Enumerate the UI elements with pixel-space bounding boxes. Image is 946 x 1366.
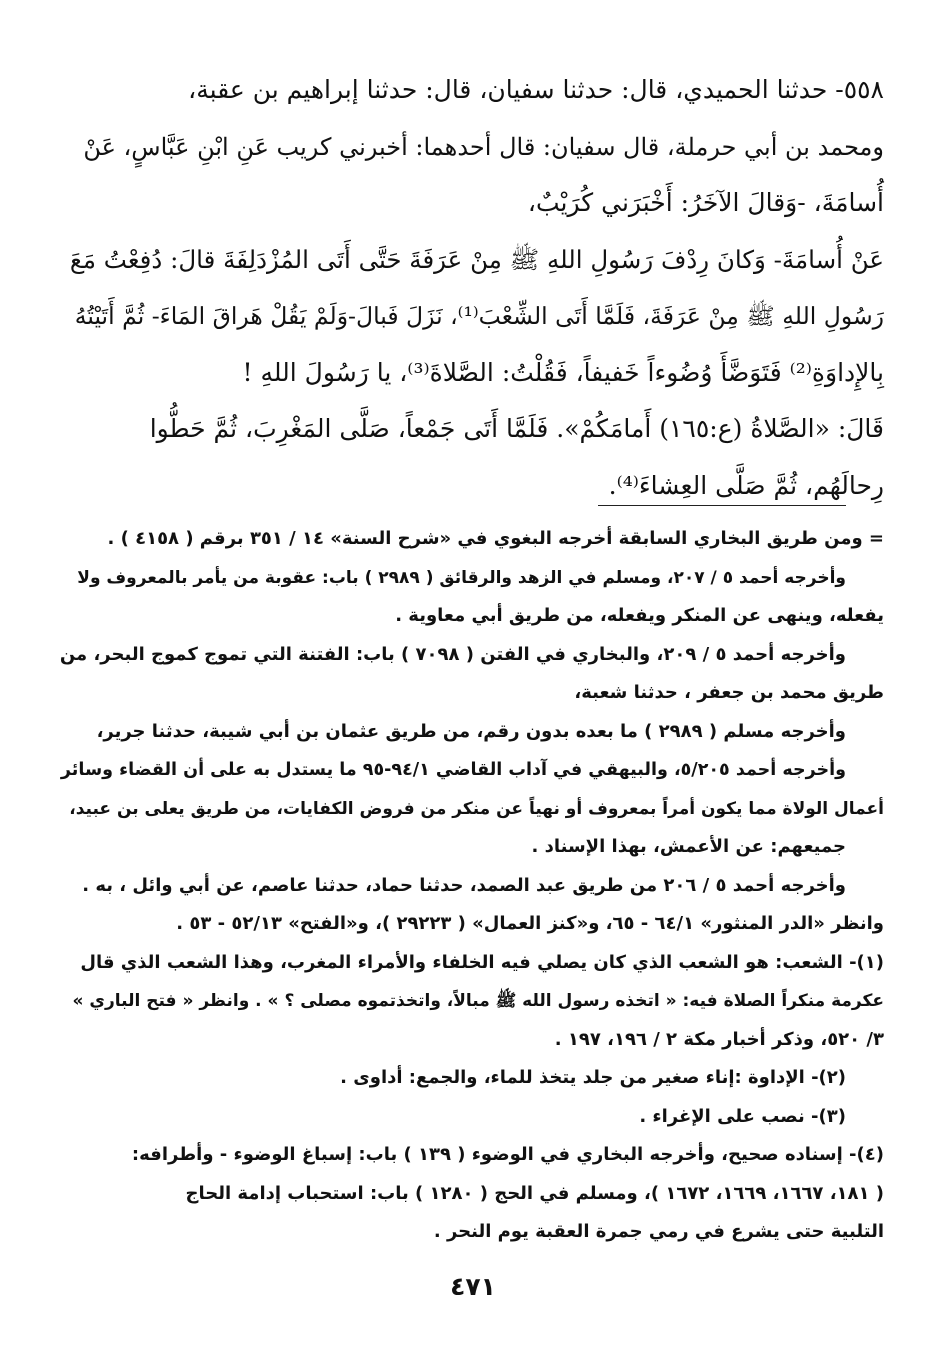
footnote-line: طريق محمد بن جعفر ، حدثنا شعبة، [574,682,884,703]
footnote-separator [598,505,846,506]
hadith-line: أُسامَةَ، -وَقالَ الآخَرُ: أَخْبَرَني كُرَيْبٌ، [527,188,884,217]
footnote-line: التلبية حتى يشرع في رمي جمرة العقبة يوم النحر . [433,1221,884,1242]
footnote-line: وأخرجه مسلم ( ٢٩٨٩ ) ما بعده بدون رقم، من طريق عثمان بن أبي شيبة، حدثنا جرير، [96,720,846,742]
footnote-line: (٢)- الإداوة :إناء صغير من جلد يتخذ للماء، والجمع: أداوى . [340,1067,846,1088]
footnote-line: (٣)- نصب على الإغراء . [639,1105,846,1127]
hadith-line: ٥٥٨- حدثنا الحميدي، قال: حدثنا سفيان، قال: حدثنا إبراهيم بن عقبة، [188,75,884,104]
footnote-line: ٣/ ٥٢٠، وذكر أخبار مكة ٢ / ١٩٦، ١٩٧ . [554,1028,884,1050]
hadith-line: قَالَ: «الصَّلاةُ (ع:١٦٥) أَمامَكُمْ». فَلَمَّا أَتَى جَمْعاً، صَلَّى المَغْرِبَ، ثُمَّ حَطُّوا [149,414,884,443]
footnote-line: يفعله، وينهى عن المنكر ويفعله، من طريق أبي معاوية . [395,605,884,626]
footnote-line: (١)- الشعب: هو الشعب الذي كان يصلي فيه الخلفاء والأمراء المغرب، وهذا الشعب الذي قال [80,951,884,973]
page-number: ٤٧١ [450,1272,496,1301]
footnote-line: = ومن طريق البخاري السابقة أخرجه البغوي في «شرح السنة» ١٤ / ٣٥١ برقم ( ٤١٥٨ ) . [107,528,884,549]
footnote-line: وأخرجه أحمد ٥/٢٠٥، والبيهقي في آداب القاضي ٩٤/١-٩٥ ما يستدل به على أن القضاء وسائر [60,760,846,780]
footnote-line: وأخرجه أحمد ٥ / ٢٠٦ من طريق عبد الصمد، حدثنا حماد، حدثنا عاصم، عن أبي وائل ، به . [82,874,846,896]
hadith-text [70,62,884,514]
hadith-line: رَسُولِ اللهِ ﷺ مِنْ عَرَفَةَ، فَلَمَّا أَتَى الشِّعْبَ⁽¹⁾، نَزَلَ فَبالَ-وَلَمْ يَقُلْ هَراقَ المَاءَ- ثُمَّ أَتَيْتُهُ [74,302,884,330]
footnote-line: أعمال الولاة مما يكون أمراً بمعروف أو نهياً عن منكر من فروض الكفايات، من طريق يعلى بن عبيد، [69,798,884,819]
footnote-line: جميعهم: عن الأعمش، بهذا الإسناد . [531,836,846,857]
hadith-line: ومحمد بن أبي حرملة، قال سفيان: قال أحدهما: أخبرني كريب عَنِ ابْنِ عَبَّاسٍ، عَنْ [83,132,884,161]
footnote-line: وأخرجه أحمد ٥ / ٢٠٩، والبخاري في الفتن ( ٧٠٩٨ ) باب: الفتنة التي تموج كموج البحر، من [59,643,846,665]
hadith-line: عَنْ أُسامَةَ- وَكانَ رِدْفَ رَسُولِ اللهِ ﷺ مِنْ عَرَفَةَ حَتَّى أَتَى المُزْدَلِفَةَ قالَ: دُفِعْتُ مَعَ [69,244,884,274]
footnote-line: ( ١٨١، ١٦٦٧، ١٦٦٩، ١٦٧٢ )، ومسلم في الحج ( ١٢٨٠ ) باب: استحباب إدامة الحاج [185,1182,884,1204]
footnote-line: وانظر «الدر المنثور» ٦٤/١ - ٦٥، و«كنز العمال» ( ٢٩٢٢٣ )، و«الفتح» ٥٢/١٣ - ٥٣ . [176,913,884,934]
footnote-line: عكرمة منكراً الصلاة فيه: « اتخذه رسول الله ﷺ مبالاً، واتخذتموه مصلى ؟ » . وانظر « فتح الباري » [72,991,884,1011]
footnotes [60,520,884,1252]
footnote-line: (٤)- إسناده صحيح، وأخرجه البخاري في الوضوء ( ١٣٩ ) باب: إسباغ الوضوء - وأطرافه: [131,1144,884,1165]
hadith-line: رِحالَهُم، ثُمَّ صَلَّى العِشاءَ⁽⁴⁾. [608,470,884,500]
hadith-line: بِالإِداوَةِ⁽²⁾ فَتَوَضَّأَ وُضُوءاً خَفيفاً، فَقُلْتُ: الصَّلاةَ⁽³⁾، يا رَسُولَ اللهِ ! [242,357,884,387]
footnote-line: وأخرجه أحمد ٥ / ٢٠٧، ومسلم في الزهد والرقائق ( ٢٩٨٩ ) باب: عقوبة من يأمر بالمعروف ولا [77,567,846,588]
